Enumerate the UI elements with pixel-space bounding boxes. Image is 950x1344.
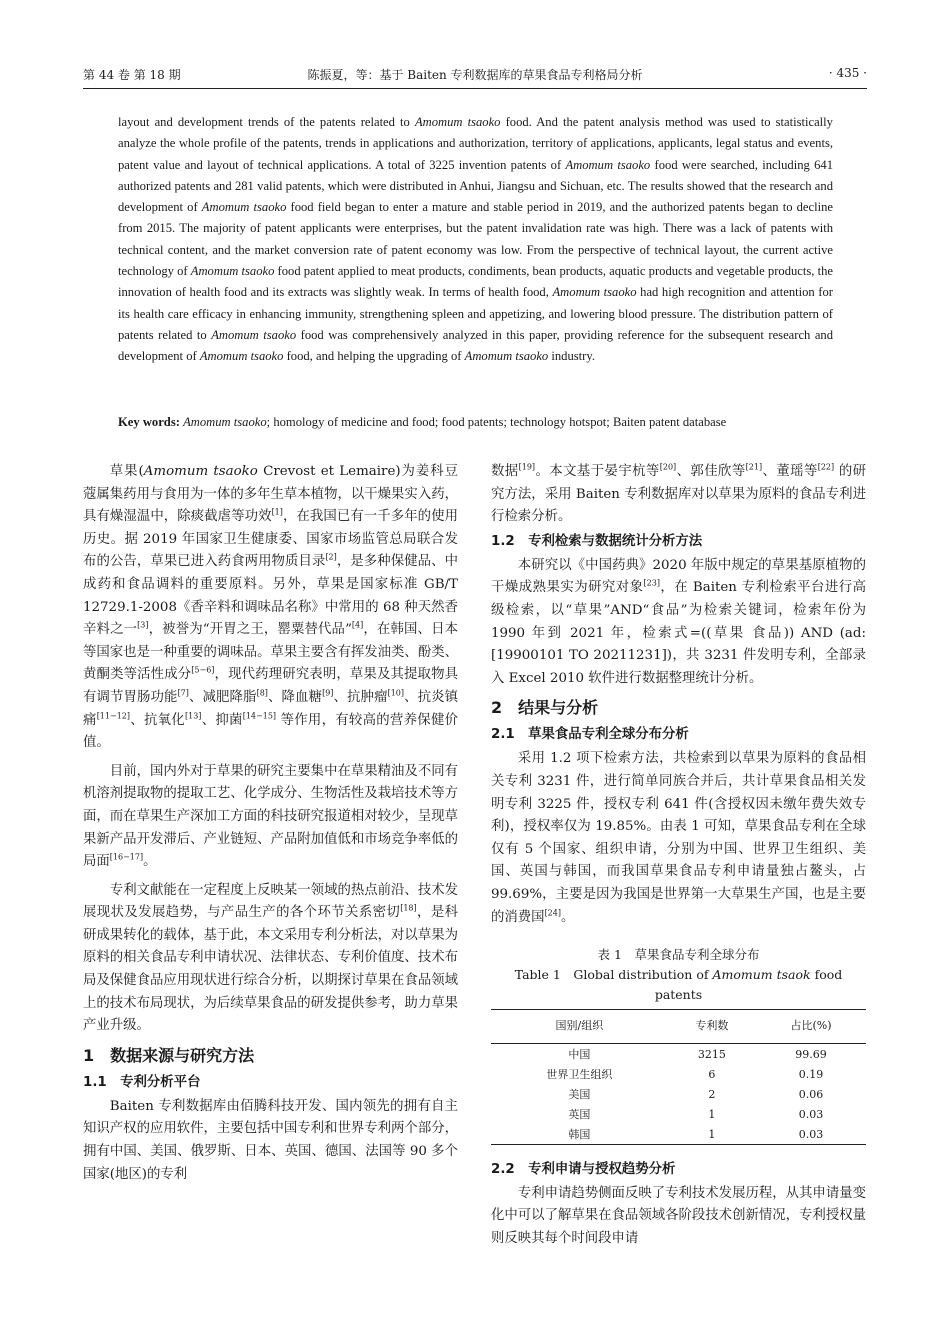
table-cell: 0.06 — [798, 1087, 824, 1101]
column-header: 专利数 — [668, 1010, 756, 1044]
table-caption-cn: 表 1 草果食品专利全球分布 — [597, 947, 760, 963]
table-cell: 韩国 — [491, 1124, 668, 1145]
right-column — [491, 461, 866, 1250]
column-header: 占比(%) — [756, 1010, 866, 1044]
journal-volume: 第 44 卷 第 18 期 — [83, 68, 181, 82]
table-row — [491, 1064, 866, 1084]
keywords: Key words: Amomum tsaoko; homology of medicine and food; food patents; technology hotspot; Baiten patent database — [118, 415, 727, 429]
section-2-1-paragraph: 采用 1.2 项下检索方法，共检索到以草果为原料的食品相关专利 3231 件，进行简单同族合并后，共计草果食品相关发明专利 3225 件，授权专利 641 件(含授权因未缴年费失效专利)，授权率仅为 19.85%。由表 1 可知，草果食品专利在全球仅有 5 个国家、组织申请，分别为中国、世界卫生组织、美国、英国与韩国，而我国草果食品专利申请量独占鳌头，占 99.69%，主要是因为我国是世界第一大草果生产国，也是主要的消费国[24]。 — [491, 751, 866, 925]
running-header — [83, 66, 867, 86]
section-2-2-paragraph: 专利申请趋势侧面反映了专利技术发展历程，从其申请量变化中可以了解草果在食品领域各阶段技术创新情况，专利授权量则反映其每个时间段申请 — [491, 1185, 866, 1246]
header-divider — [83, 88, 867, 89]
table-cell: 世界卫生组织 — [546, 1067, 613, 1081]
section-1-1-heading: 1.1 专利分析平台 — [83, 1074, 201, 1090]
table-cell: 中国 — [568, 1047, 591, 1061]
left-column — [83, 461, 458, 1186]
table-cell: 6 — [708, 1067, 716, 1081]
table-cell: 0.03 — [756, 1124, 866, 1145]
table-cell: 2 — [708, 1087, 716, 1101]
column-header: 国别/组织 — [491, 1010, 668, 1044]
section-1-1-paragraph: Baiten 专利数据库由佰腾科技开发、国内领先的拥有自主知识产权的应用软件，主要包括中国专利和世界专利两个部分，拥有中国、美国、俄罗斯、日本、英国、德国、法国等 90 多个国家(地区)的专利 — [83, 1098, 458, 1182]
table-cell: 3215 — [697, 1047, 726, 1061]
section-1-1-continued: 数据[19]。本文基于晏宇杭等[20]、郭佳欣等[21]、董瑶等[22] 的研究方法，采用 Baiten 专利数据库对以草果为原料的食品专利进行检索分析。 — [491, 462, 867, 525]
table-cell: 1 — [668, 1124, 756, 1145]
distribution-table — [491, 1009, 866, 1145]
table-row — [491, 1104, 866, 1124]
intro-paragraph-3: 专利文献能在一定程度上反映某一领域的热点前沿、技术发展现状及发展趋势，与产品生产的各个环节关系密切[18]，是科研成果转化的载体，基于此，本文采用专利分析法，对以草果为原料的相关食品专利申请状况、法律状态、专利价值度、技术布局及保健食品应用现状进行综合分析，以期探讨草果在食品领域上的技术布局现状，为后续草果食品的研发提供参考，助力草果产业升级。 — [83, 882, 458, 1034]
abstract-text: layout and development trends of the patents related to Amomum tsaoko food. And the patent analysis method was used to statistically analyze the whole profile of the patents, trends in applications and authorization, territory of applications, applicants, legal status and events, patent value and layout of technical applications. A total of 3225 invention patents of Amomum tsaoko food were searched, including 641 authorized patents and 281 valid patents, which were distributed in Anhui, Jiangsu and Sichuan, etc. The results showed that the research and development of Amomum tsaoko food field began to enter a mature and stable period in 2019, and the authorized patents began to decline from 2015. The majority of patent applicants were enterprises, but the patent invalidation rate was high. There was a lack of patents with technical content, and the market conversion rate of patent economy was low. From the perspective of technical layout, the current active technology of Amomum tsaoko food patent applied to meat products, condiments, bean products, aquatic products and vegetable products, the innovation of health food and its extracts was slightly weak. In terms of health food, Amomum tsaoko had high recognition and attention for its health care efficacy in enhancing immunity, strengthening spleen and appetizing, and lowering blood pressure. The distribution pattern of patents related to Amomum tsaoko food was comprehensively analyzed in this paper, providing reference for the subsequent research and development of Amomum tsaoko food, and helping the upgrading of Amomum tsaoko industry. — [118, 115, 834, 364]
table-row — [491, 1043, 866, 1064]
keywords-label: Key words — [118, 415, 176, 429]
page-number: · 435 · — [828, 66, 867, 80]
table-cell: 美国 — [568, 1087, 591, 1101]
intro-paragraph-1: 草果(Amomum tsaoko Crevost et Lemaire)为姜科豆蔻属集药用与食用为一体的多年生草本植物，以干燥果实入药，具有燥湿温中，除痰截虐等功效[1]，在我国已有一千多年的使用历史。据 2019 年国家卫生健康委、国家市场监管总局联合发布的公告，草果已进入药食两用物质目录[2]，是多种保健品、中成药和食品调料的重要原料。另外，草果是国家标准 GB/T 12729.1-2008《香辛料和调味品名称》中常用的 68 种天然香辛料之一[3]，被誉为“开胃之王，罂粟替代品”[4]，在韩国、日本等国家也是一种重要的调味品。草果主要含有挥发油类、酚类、黄酮类等活性成分[5−6]，现代药理研究表明，草果及其提取物具有调节胃肠功能[7]、减肥降脂[8]、降血糖[9]、抗肿瘤[10]、抗炎镇痛[11−12]、抗氧化[13]、抑菌[14−15] 等作用，有较高的营养保健价值。 — [83, 464, 459, 751]
running-title: 陈振夏，等：基于 Baiten 专利数据库的草果食品专利格局分析 — [307, 68, 643, 82]
section-2-2-heading: 2.2 专利申请与授权趋势分析 — [491, 1161, 676, 1177]
intro-paragraph-2: 目前，国内外对于草果的研究主要集中在草果精油及不同有机溶剂提取物的提取工艺、化学成分、生物活性及栽培技术等方面，而在草果生产深加工方面的科技研究报道相对较少，呈现草果新产品开发滞后、产业链短、产品附加值低和市场竞争率低的局面[16−17]。 — [83, 763, 458, 870]
table-cell: 0.19 — [798, 1067, 824, 1081]
table-cell: 99.69 — [795, 1047, 827, 1061]
table-1 — [491, 945, 866, 1145]
english-abstract — [118, 112, 833, 368]
table-cell: 英国 — [568, 1107, 591, 1121]
section-1-2-paragraph: 本研究以《中国药典》2020 年版中规定的草果基原植物的干燥成熟果实为研究对象[23]，在 Baiten 专利检索平台进行高级检索，以“草果”AND“食品”为检索关键词，检索年份为 1990 年到 2021 年，检索式=((草果 食品)) AND (ad:[19900101 TO 20211231])，共 3231 件发明专利，全部录入 Excel 2010 软件进行数据整理统计分析。 — [491, 557, 866, 686]
section-2-heading: 2 结果与分析 — [491, 698, 599, 718]
table-cell: 1 — [708, 1107, 716, 1121]
table-row — [491, 1084, 866, 1104]
table-cell: 0.03 — [798, 1107, 824, 1121]
table-caption-en: Table 1 Global distribution of Amomum tsaok food patents — [514, 967, 843, 1003]
section-1-heading: 1 数据来源与研究方法 — [83, 1045, 255, 1065]
table-header-row — [491, 1010, 866, 1044]
table-row — [491, 1124, 866, 1145]
section-1-2-heading: 1.2 专利检索与数据统计分析方法 — [491, 533, 703, 549]
section-2-1-heading: 2.1 草果食品专利全球分布分析 — [491, 727, 689, 743]
